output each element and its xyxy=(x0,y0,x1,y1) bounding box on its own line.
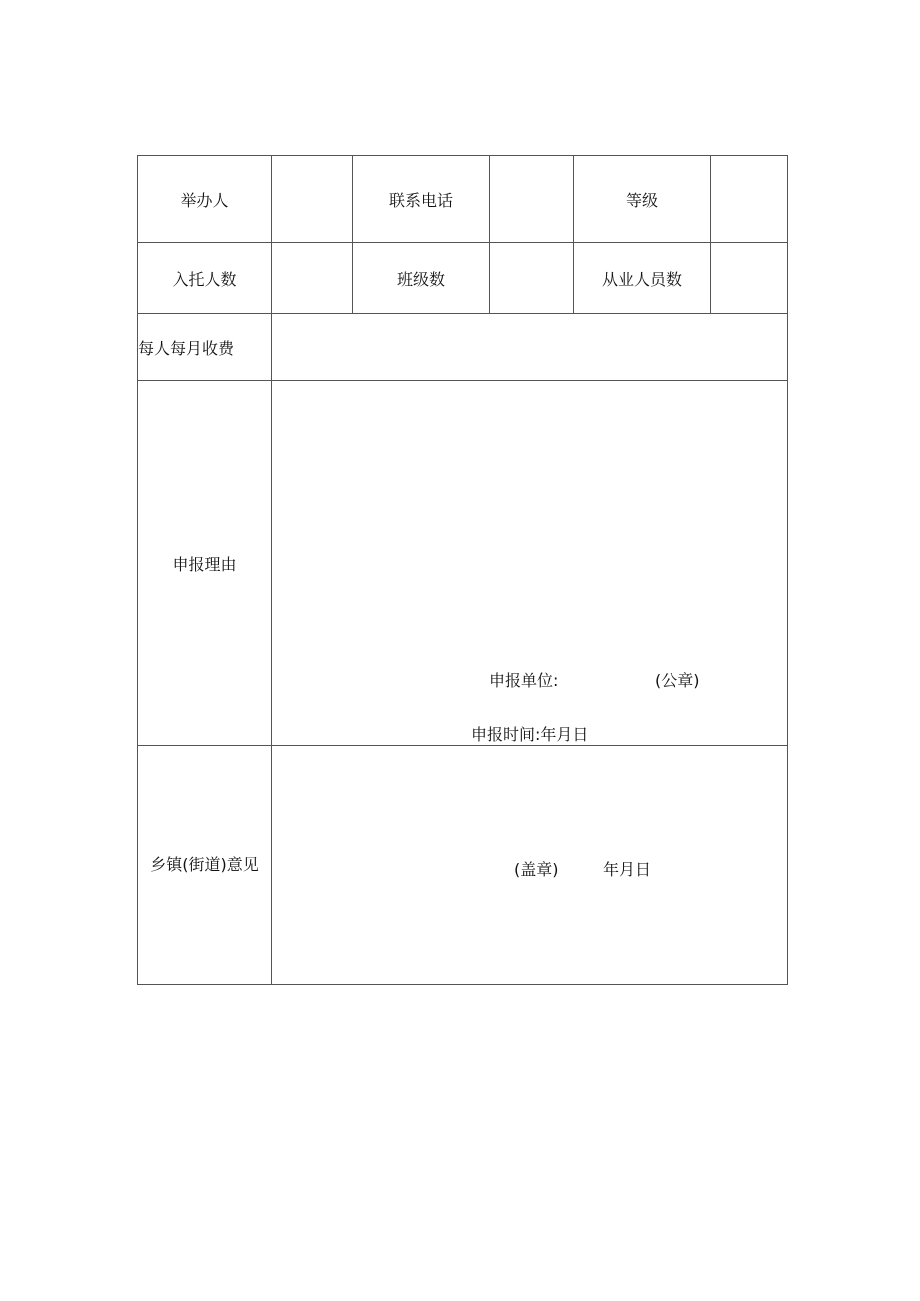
opinion-date-label: 年月日 xyxy=(603,860,652,879)
fee-value-cell[interactable] xyxy=(271,313,788,381)
phone-label-cell xyxy=(352,155,490,243)
fee-label-cell xyxy=(137,313,272,381)
official-seal-label: (公章) xyxy=(655,671,700,690)
classes-label: 班级数 xyxy=(396,269,445,289)
staff-value-cell[interactable] xyxy=(710,242,788,314)
opinion-label-cell xyxy=(137,745,272,985)
phone-value-cell[interactable] xyxy=(489,155,574,243)
reporting-unit-label: 申报单位: xyxy=(489,671,559,690)
organizer-label-cell xyxy=(137,155,272,243)
reason-label: 申报理由 xyxy=(172,554,237,574)
organizer-value-cell[interactable] xyxy=(271,155,353,243)
organizer-label: 举办人 xyxy=(180,190,229,210)
staff-label: 从业人员数 xyxy=(601,269,682,289)
staff-label-cell xyxy=(573,242,711,314)
enrollment-value-cell[interactable] xyxy=(271,242,353,314)
classes-label-cell xyxy=(352,242,490,314)
enrollment-label: 入托人数 xyxy=(172,269,237,289)
level-value-cell[interactable] xyxy=(710,155,788,243)
reporting-date-label: 申报时间:年月日 xyxy=(471,725,589,744)
reason-label-cell xyxy=(137,380,272,746)
enrollment-label-cell xyxy=(137,242,272,314)
stamp-label: (盖章) xyxy=(514,860,559,879)
phone-label: 联系电话 xyxy=(388,190,453,210)
classes-value-cell[interactable] xyxy=(489,242,574,314)
level-label: 等级 xyxy=(625,190,658,210)
fee-label: 每人每月收费 xyxy=(138,338,235,358)
opinion-label: 乡镇(街道)意见 xyxy=(150,855,259,874)
reason-content-cell[interactable] xyxy=(271,380,788,746)
level-label-cell xyxy=(573,155,711,243)
application-form xyxy=(137,155,788,985)
